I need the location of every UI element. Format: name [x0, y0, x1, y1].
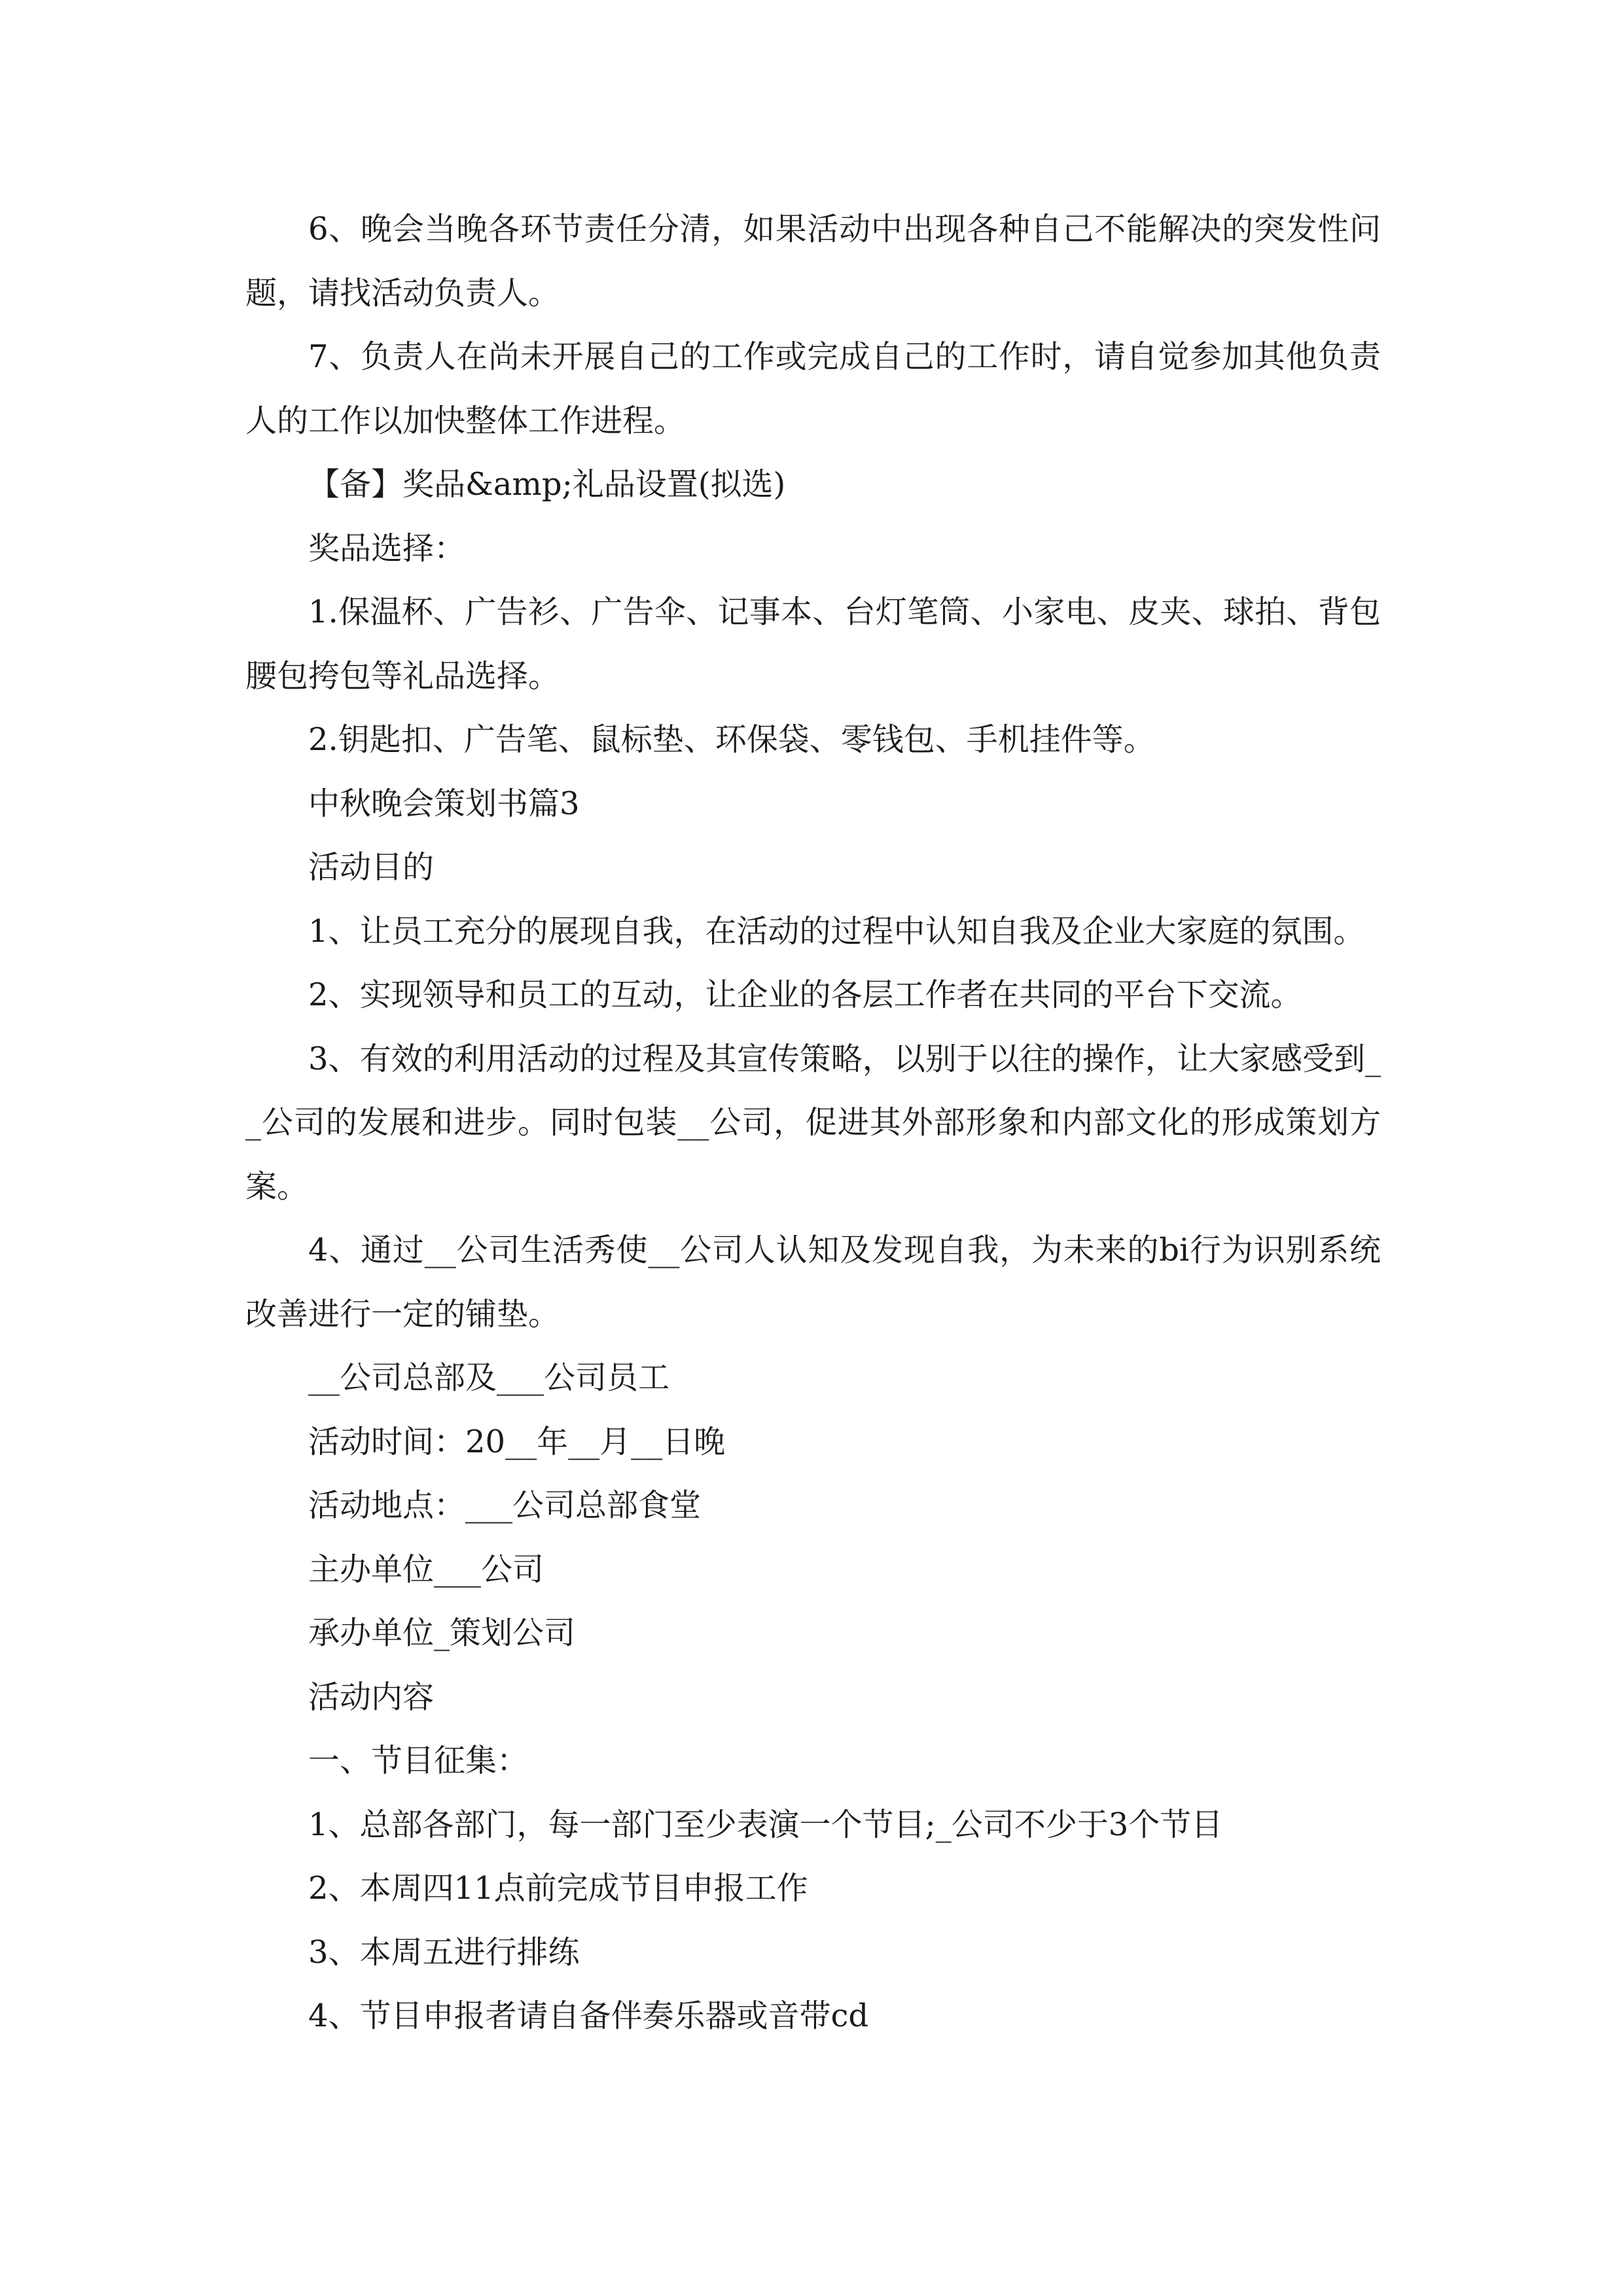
paragraph-activity-time: 活动时间：20__年__月__日晚	[308, 1423, 726, 1460]
heading-activity-content: 活动内容	[308, 1678, 435, 1715]
paragraph-purpose-3: 3、有效的利用活动的过程及其宣传策略，以别于以往的操作，让大家感受到__公司的发展和进步。同时包装__公司，促进其外部形象和内部文化的形成策划方案。	[245, 1040, 1381, 1205]
paragraph-participants: __公司总部及___公司员工	[308, 1359, 670, 1396]
paragraph-activity-location: 活动地点：___公司总部食堂	[308, 1487, 702, 1524]
paragraph-prize-list-2: 2.钥匙扣、广告笔、鼠标垫、环保袋、零钱包、手机挂件等。	[308, 721, 1155, 758]
document-body	[245, 198, 1381, 2049]
paragraph-program-1: 1、总部各部门，每一部门至少表演一个节目;_公司不少于3个节目	[308, 1806, 1223, 1843]
paragraph-organizer: 主办单位___公司	[308, 1551, 544, 1588]
heading-activity-purpose: 活动目的	[308, 849, 435, 886]
heading-program-collection: 一、节目征集：	[308, 1742, 529, 1779]
paragraph-prize-setup-heading: 【备】奖品&amp;礼品设置(拟选)	[308, 466, 786, 503]
paragraph-program-3: 3、本周五进行排练	[308, 1933, 580, 1971]
paragraph-purpose-2: 2、实现领导和员工的互动，让企业的各层工作者在共同的平台下交流。	[308, 977, 1302, 1013]
paragraph-program-2: 2、本周四11点前完成节目申报工作	[308, 1870, 808, 1907]
paragraph-prize-list-1: 1.保温杯、广告衫、广告伞、记事本、台灯笔筒、小家电、皮夹、球拍、背包腰包挎包等礼品选择。	[245, 594, 1381, 694]
paragraph-purpose-4: 4、通过__公司生活秀使__公司人认知及发现自我，为未来的bi行为识别系统改善进行一定的铺垫。	[245, 1232, 1381, 1333]
paragraph-co-organizer: 承办单位_策划公司	[308, 1615, 576, 1651]
paragraph-purpose-1: 1、让员工充分的展现自我，在活动的过程中认知自我及企业大家庭的氛围。	[308, 912, 1365, 950]
paragraph-assist-others: 7、负责人在尚未开展自己的工作或完成自己的工作时，请自觉参加其他负责人的工作以加快整体工作进程。	[245, 338, 1381, 439]
paragraph-program-4: 4、节目申报者请自备伴奏乐器或音带cd	[308, 1998, 869, 2034]
paragraph-prize-selection-label: 奖品选择：	[308, 529, 466, 567]
section-title: 中秋晚会策划书篇3	[308, 785, 580, 822]
paragraph-duty-division: 6、晚会当晚各环节责任分清，如果活动中出现各种自己不能解决的突发性问题，请找活动负责人。	[245, 211, 1381, 312]
